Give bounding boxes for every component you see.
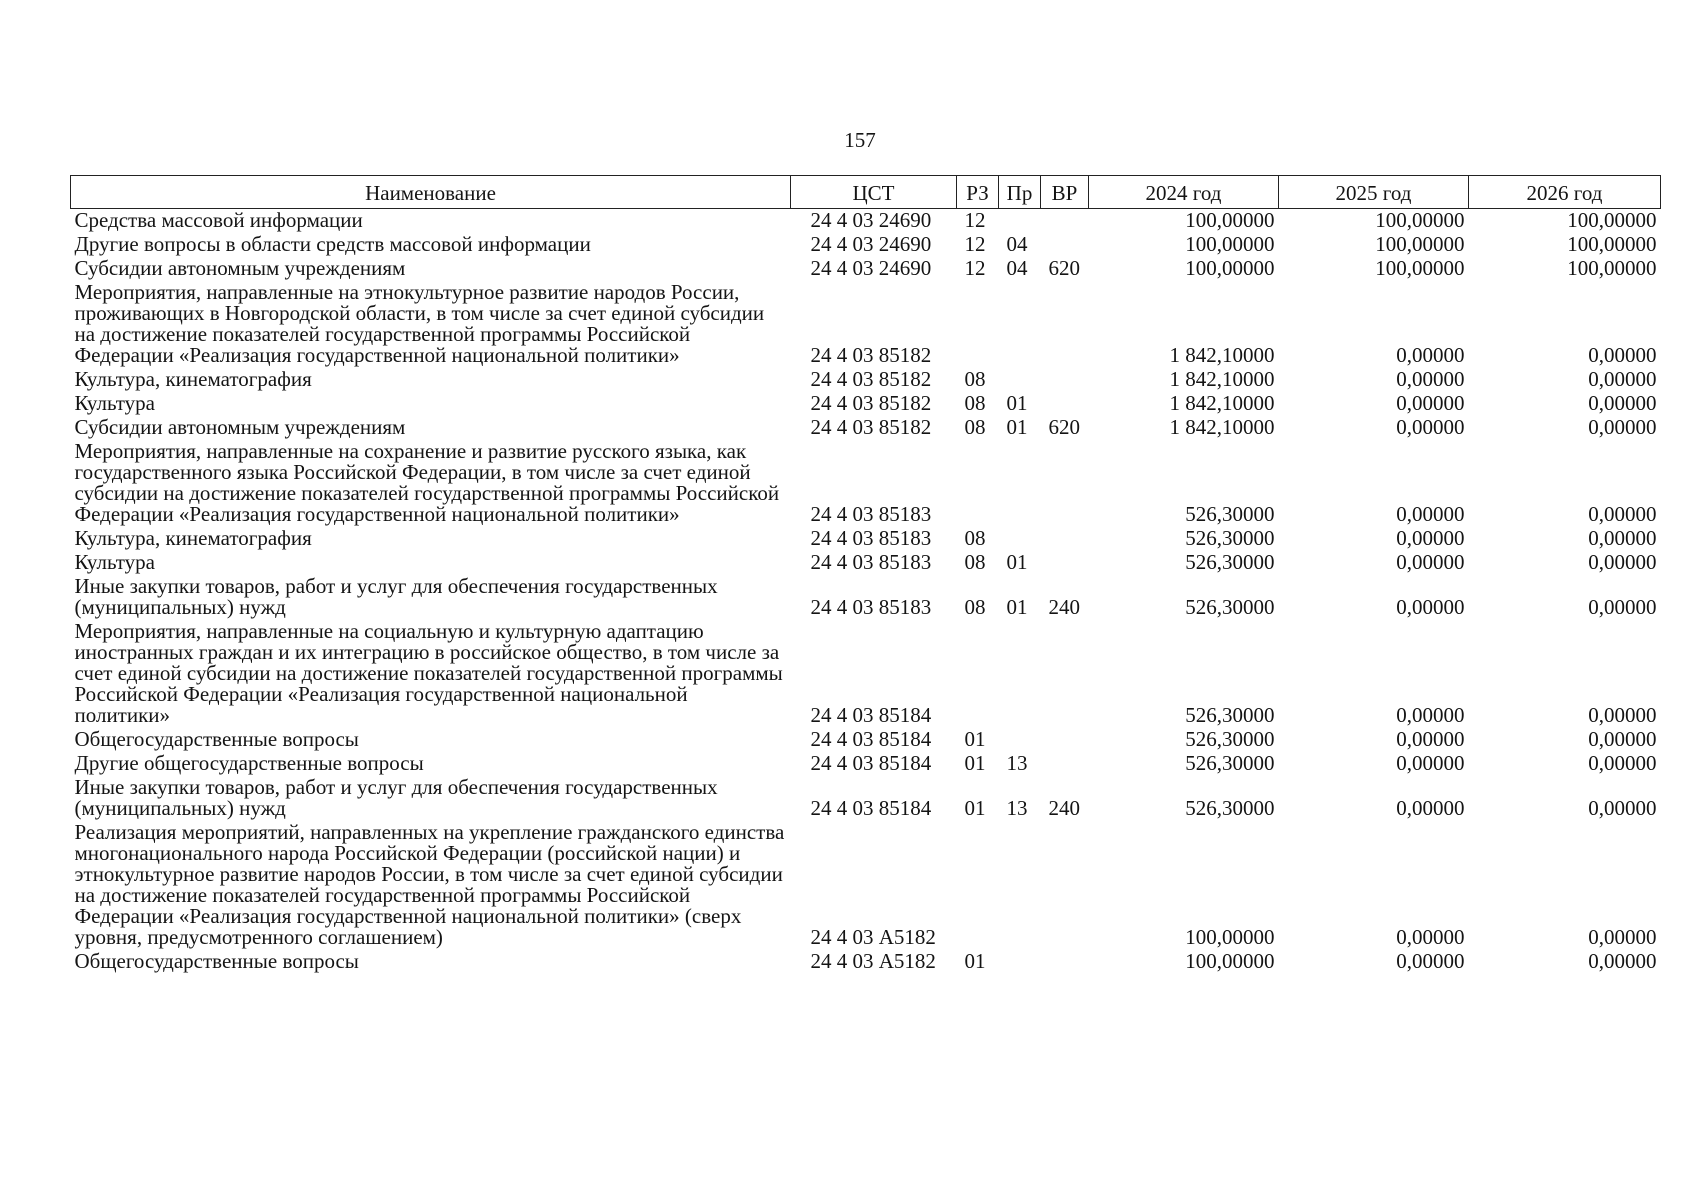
cell-cst: 24 4 03 24690 <box>810 208 932 232</box>
cell-2026: 0,00000 <box>1588 502 1657 526</box>
cell-2026: 0,00000 <box>1588 796 1657 820</box>
header-name: Наименование <box>71 176 791 209</box>
cell-2024: 526,30000 <box>1185 502 1275 526</box>
cell-cst: 24 4 03 85184 <box>810 796 932 820</box>
cell-vr <box>1041 209 1089 234</box>
cell-cst: 24 4 03 А5182 <box>810 949 936 973</box>
table-row <box>71 257 1661 281</box>
cell-2024: 526,30000 <box>1185 595 1275 619</box>
cell-name: Культура <box>74 550 155 574</box>
cell-cst: 24 4 03 А5182 <box>810 925 936 949</box>
cell-rz: 01 <box>964 949 986 973</box>
cell-2026: 0,00000 <box>1588 595 1657 619</box>
cell-pr <box>999 728 1041 752</box>
cell-vr: 240 <box>1048 595 1080 619</box>
cell-name: Общегосударственные вопросы <box>74 727 359 751</box>
cell-pr: 01 <box>1006 391 1028 415</box>
cell-vr <box>1041 368 1089 392</box>
cell-pr <box>999 281 1041 368</box>
cell-vr <box>1041 233 1089 257</box>
table-row <box>71 440 1661 527</box>
cell-name: Реализация мероприятий, направленных на укрепление гражданского единства многонационального народа Российской Федерации (российской нации) и этнокультурное развитие народов России, в том числе за счет единой субсидии на достижение показателей государственной программы Российской Федерации «Реализация государственной национальной политики» (сверх уровня, предусмотренного соглашением) <box>74 820 785 949</box>
cell-2025: 100,00000 <box>1375 232 1465 256</box>
cell-cst: 24 4 03 24690 <box>810 232 932 256</box>
cell-2025: 0,00000 <box>1396 415 1465 439</box>
table-row <box>71 551 1661 575</box>
cell-name: Мероприятия, направленные на сохранение и развитие русского языка, как государственного языка Российской Федерации, в том числе за счет единой субсидии на достижение показателей государственной программы Российской Федерации «Реализация государственной национальной политики» <box>74 439 780 526</box>
cell-cst: 24 4 03 85183 <box>810 550 932 574</box>
header-2025: 2025 год <box>1279 176 1469 209</box>
cell-pr: 04 <box>1006 232 1028 256</box>
cell-vr <box>1041 281 1089 368</box>
cell-2024: 100,00000 <box>1185 232 1275 256</box>
cell-2026: 100,00000 <box>1567 208 1657 232</box>
cell-2025: 0,00000 <box>1396 796 1465 820</box>
cell-rz: 12 <box>964 232 986 256</box>
cell-2024: 526,30000 <box>1185 526 1275 550</box>
table-row <box>71 416 1661 440</box>
cell-2024: 526,30000 <box>1185 550 1275 574</box>
cell-cst: 24 4 03 85184 <box>810 703 932 727</box>
cell-2025: 100,00000 <box>1375 256 1465 280</box>
cell-2026: 100,00000 <box>1567 256 1657 280</box>
cell-2024: 526,30000 <box>1185 796 1275 820</box>
cell-cst: 24 4 03 85183 <box>810 595 932 619</box>
table-row <box>71 233 1661 257</box>
cell-name: Культура, кинематография <box>74 367 312 391</box>
cell-2024: 526,30000 <box>1185 727 1275 751</box>
cell-cst: 24 4 03 85184 <box>810 727 932 751</box>
cell-cst: 24 4 03 85183 <box>810 502 932 526</box>
cell-pr <box>999 821 1041 950</box>
cell-2024: 100,00000 <box>1185 256 1275 280</box>
cell-cst: 24 4 03 85183 <box>810 526 932 550</box>
cell-cst: 24 4 03 24690 <box>810 256 932 280</box>
cell-2025: 0,00000 <box>1396 550 1465 574</box>
cell-name: Иные закупки товаров, работ и услуг для обеспечения государственных (муниципальных) нужд <box>74 775 718 820</box>
table-row <box>71 752 1661 776</box>
table-row <box>71 392 1661 416</box>
cell-cst: 24 4 03 85184 <box>810 751 932 775</box>
cell-vr <box>1041 950 1089 974</box>
table-row <box>71 728 1661 752</box>
cell-2025: 0,00000 <box>1396 727 1465 751</box>
cell-vr <box>1041 728 1089 752</box>
cell-rz: 08 <box>964 391 986 415</box>
table-row <box>71 950 1661 974</box>
cell-2024: 1 842,10000 <box>1169 367 1275 391</box>
cell-name: Культура, кинематография <box>74 526 312 550</box>
table-row <box>71 209 1661 234</box>
cell-2024: 1 842,10000 <box>1169 391 1275 415</box>
cell-name: Мероприятия, направленные на социальную и культурную адаптацию иностранных граждан и их интеграцию в российское общество, в том числе за счет единой субсидии на достижение показателей государственной программы Российской Федерации «Реализация государственной национальной политики» <box>74 619 783 727</box>
table-row <box>71 575 1661 620</box>
cell-2024: 1 842,10000 <box>1169 415 1275 439</box>
cell-2025: 0,00000 <box>1396 925 1465 949</box>
cell-2026: 0,00000 <box>1588 550 1657 574</box>
cell-vr <box>1041 551 1089 575</box>
cell-pr: 13 <box>1006 751 1028 775</box>
cell-pr: 13 <box>1006 796 1028 820</box>
header-vr: ВР <box>1041 176 1089 209</box>
cell-rz <box>957 440 999 527</box>
cell-pr <box>999 368 1041 392</box>
cell-vr <box>1041 620 1089 728</box>
table-row <box>71 527 1661 551</box>
cell-name: Средства массовой информации <box>74 208 363 232</box>
cell-2025: 0,00000 <box>1396 949 1465 973</box>
cell-name: Субсидии автономным учреждениям <box>74 415 406 439</box>
cell-cst: 24 4 03 85182 <box>810 391 932 415</box>
table-row <box>71 776 1661 821</box>
cell-2024: 100,00000 <box>1185 208 1275 232</box>
cell-2025: 100,00000 <box>1375 208 1465 232</box>
cell-pr <box>999 440 1041 527</box>
cell-pr: 04 <box>1006 256 1028 280</box>
cell-rz: 08 <box>964 367 986 391</box>
cell-rz <box>957 281 999 368</box>
cell-2026: 0,00000 <box>1588 949 1657 973</box>
header-cst: ЦСТ <box>791 176 957 209</box>
cell-rz <box>957 821 999 950</box>
cell-pr <box>999 950 1041 974</box>
cell-pr: 01 <box>1006 550 1028 574</box>
cell-rz: 01 <box>964 751 986 775</box>
cell-rz: 01 <box>964 796 986 820</box>
cell-name: Культура <box>74 391 155 415</box>
header-rz: РЗ <box>957 176 999 209</box>
cell-rz: 08 <box>964 595 986 619</box>
table-row <box>71 821 1661 950</box>
table-row <box>71 281 1661 368</box>
cell-name: Другие общегосударственные вопросы <box>74 751 424 775</box>
cell-vr <box>1041 821 1089 950</box>
cell-name: Мероприятия, направленные на этнокультурное развитие народов России, проживающих в Новгородской области, в том числе за счет единой субсидии на достижение показателей государственной программы Российской Федерации «Реализация государственной национальной политики» <box>74 280 765 367</box>
cell-name: Другие вопросы в области средств массовой информации <box>74 232 591 256</box>
cell-name: Субсидии автономным учреждениям <box>74 256 406 280</box>
cell-2024: 526,30000 <box>1185 703 1275 727</box>
cell-cst: 24 4 03 85182 <box>810 367 932 391</box>
cell-vr: 620 <box>1048 256 1080 280</box>
cell-vr <box>1041 527 1089 551</box>
cell-name: Иные закупки товаров, работ и услуг для обеспечения государственных (муниципальных) нужд <box>74 574 718 619</box>
table-body <box>71 209 1661 975</box>
header-2024: 2024 год <box>1089 176 1279 209</box>
cell-rz: 01 <box>964 727 986 751</box>
cell-name: Общегосударственные вопросы <box>74 949 359 973</box>
cell-vr <box>1041 752 1089 776</box>
cell-vr: 620 <box>1048 415 1080 439</box>
cell-cst: 24 4 03 85182 <box>810 415 932 439</box>
cell-vr <box>1041 440 1089 527</box>
page-number: 157 <box>844 128 876 152</box>
cell-pr <box>999 209 1041 234</box>
cell-2026: 0,00000 <box>1588 391 1657 415</box>
cell-2026: 0,00000 <box>1588 526 1657 550</box>
table-row <box>71 368 1661 392</box>
cell-cst: 24 4 03 85182 <box>810 343 932 367</box>
cell-2025: 0,00000 <box>1396 595 1465 619</box>
cell-2024: 1 842,10000 <box>1169 343 1275 367</box>
cell-vr: 240 <box>1048 796 1080 820</box>
cell-2024: 526,30000 <box>1185 751 1275 775</box>
cell-2025: 0,00000 <box>1396 703 1465 727</box>
cell-2026: 0,00000 <box>1588 751 1657 775</box>
cell-2024: 100,00000 <box>1185 949 1275 973</box>
cell-2026: 0,00000 <box>1588 367 1657 391</box>
cell-rz: 08 <box>964 550 986 574</box>
cell-2026: 0,00000 <box>1588 703 1657 727</box>
cell-2025: 0,00000 <box>1396 391 1465 415</box>
cell-pr: 01 <box>1006 415 1028 439</box>
cell-rz: 08 <box>964 526 986 550</box>
cell-vr <box>1041 392 1089 416</box>
cell-2025: 0,00000 <box>1396 526 1465 550</box>
table-header <box>71 176 1661 209</box>
cell-2025: 0,00000 <box>1396 502 1465 526</box>
cell-2025: 0,00000 <box>1396 343 1465 367</box>
cell-2026: 0,00000 <box>1588 343 1657 367</box>
cell-2026: 0,00000 <box>1588 925 1657 949</box>
cell-2026: 0,00000 <box>1588 727 1657 751</box>
header-2026: 2026 год <box>1469 176 1661 209</box>
cell-2026: 0,00000 <box>1588 415 1657 439</box>
header-pr: Пр <box>999 176 1041 209</box>
cell-pr <box>999 527 1041 551</box>
cell-2025: 0,00000 <box>1396 367 1465 391</box>
cell-rz <box>957 620 999 728</box>
cell-2026: 100,00000 <box>1567 232 1657 256</box>
cell-2024: 100,00000 <box>1185 925 1275 949</box>
table-row <box>71 620 1661 728</box>
cell-2025: 0,00000 <box>1396 751 1465 775</box>
budget-table <box>70 175 1661 974</box>
cell-pr: 01 <box>1006 595 1028 619</box>
cell-pr <box>999 620 1041 728</box>
cell-rz: 12 <box>964 208 986 232</box>
cell-rz: 08 <box>964 415 986 439</box>
cell-rz: 12 <box>964 256 986 280</box>
